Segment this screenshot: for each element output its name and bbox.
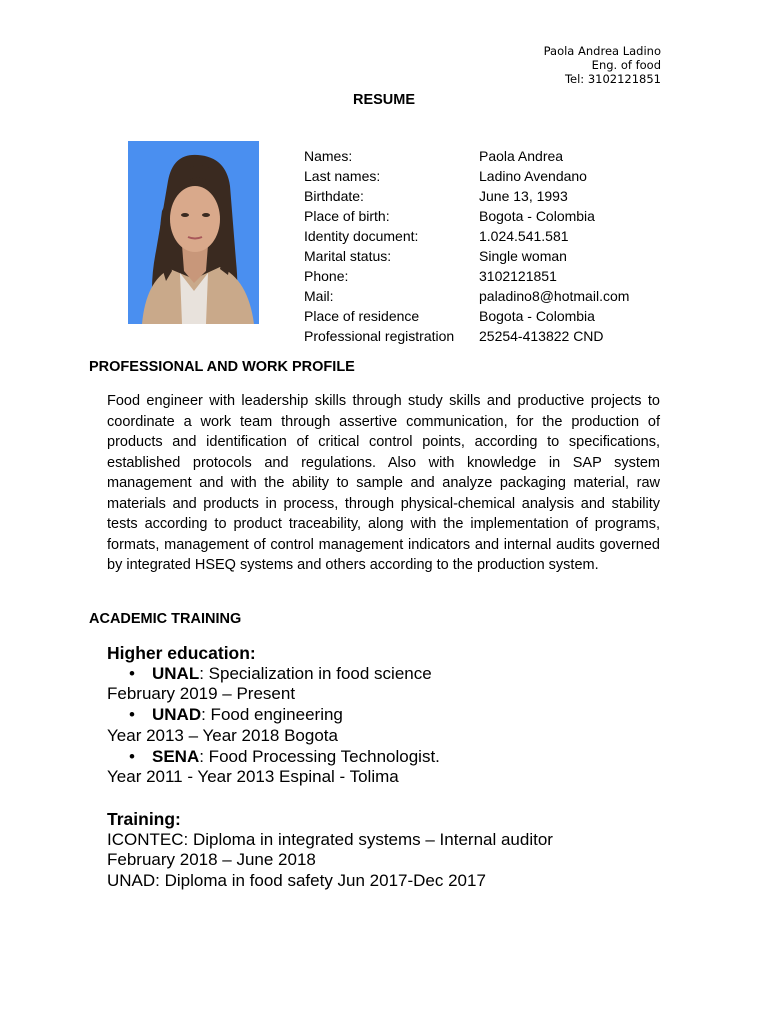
- info-value: 25254-413822 CND: [479, 328, 604, 344]
- info-value: 1.024.541.581: [479, 228, 569, 244]
- bullet-icon: •: [129, 746, 135, 766]
- info-value: June 13, 1993: [479, 188, 568, 204]
- info-label: Phone:: [304, 268, 349, 284]
- info-row-place-of-residence: [304, 306, 629, 326]
- institution: SENA: [152, 746, 200, 766]
- profile-photo-image: [128, 141, 259, 324]
- info-value: 3102121851: [479, 268, 557, 284]
- header-profession: Eng. of food: [591, 58, 661, 72]
- list-item: [107, 705, 667, 726]
- info-row-marital-status: [304, 246, 629, 266]
- period: February 2019 – Present: [107, 684, 296, 704]
- training-line: UNAD: Diploma in food safety Jun 2017-Dec 2017: [107, 871, 486, 891]
- info-value: paladino8@hotmail.com: [479, 288, 630, 304]
- info-label: Marital status:: [304, 248, 392, 264]
- header-contact: [544, 44, 661, 86]
- spacer: [107, 788, 667, 809]
- info-row-place-of-birth: [304, 206, 629, 226]
- info-value: Bogota - Colombia: [479, 208, 595, 224]
- info-label: Identity document:: [304, 228, 419, 244]
- info-label: Place of residence: [304, 308, 420, 324]
- info-label: Place of birth:: [304, 208, 390, 224]
- info-row-last-names: [304, 166, 629, 186]
- higher-education-title: Higher education:: [107, 643, 256, 663]
- info-row-names: [304, 146, 629, 166]
- info-row-identity-document: [304, 226, 629, 246]
- header-tel: Tel: 3102121851: [564, 72, 661, 86]
- info-label: Mail:: [304, 288, 334, 304]
- info-row-mail: [304, 286, 629, 306]
- training-line: February 2018 – June 2018: [107, 850, 316, 870]
- info-label: Last names:: [304, 168, 381, 184]
- info-row-birthdate: [304, 186, 629, 206]
- personal-info: [304, 146, 629, 346]
- document-title: RESUME: [352, 92, 416, 108]
- profile-photo: [128, 141, 259, 324]
- info-value: Single woman: [479, 248, 567, 264]
- info-value: Paola Andrea: [479, 148, 564, 164]
- institution: UNAL: [152, 663, 200, 683]
- info-row-phone: [304, 266, 629, 286]
- info-label: Birthdate:: [304, 188, 364, 204]
- academic-training: [107, 643, 667, 892]
- info-value: Ladino Avendano: [479, 168, 587, 184]
- profile-heading: PROFESSIONAL AND WORK PROFILE: [89, 359, 355, 375]
- header-name: Paola Andrea Ladino: [543, 44, 661, 58]
- list-item: [107, 664, 667, 685]
- bullet-icon: •: [129, 705, 135, 725]
- program: : Specialization in food science: [199, 663, 432, 683]
- training-line: ICONTEC: Diploma in integrated systems – Internal auditor: [107, 829, 553, 849]
- program: : Food Processing Technologist.: [199, 746, 440, 766]
- info-label: Professional registration: [304, 328, 455, 344]
- academic-heading: ACADEMIC TRAINING: [89, 611, 242, 627]
- info-row-professional-registration: [304, 326, 629, 346]
- period: Year 2011 - Year 2013 Espinal - Tolima: [107, 767, 399, 787]
- bullet-icon: •: [129, 663, 135, 683]
- profile-text: Food engineer with leadership skills through study skills and productive projects to coordinate a work team through assertive communication, for the production of products and identification of critical control points, according to specifications, established protocols and regulations. Also with knowledge in SAP system management and with the ability to sample and analyze packaging material, raw materials and products in process, through physical-chemical analysis and stability tests according to product traceability, along with the implementation of programs, formats, management of control management indicators and internal audits governed by integrated HSEQ systems and others according to the production system.: [107, 393, 660, 573]
- institution: UNAD: [152, 705, 202, 725]
- info-value: Bogota - Colombia: [479, 308, 595, 324]
- program: : Food engineering: [201, 705, 343, 725]
- list-item: [107, 747, 667, 768]
- training-title: Training:: [107, 808, 181, 829]
- info-label: Names:: [304, 148, 353, 164]
- period: Year 2013 – Year 2018 Bogota: [107, 725, 338, 745]
